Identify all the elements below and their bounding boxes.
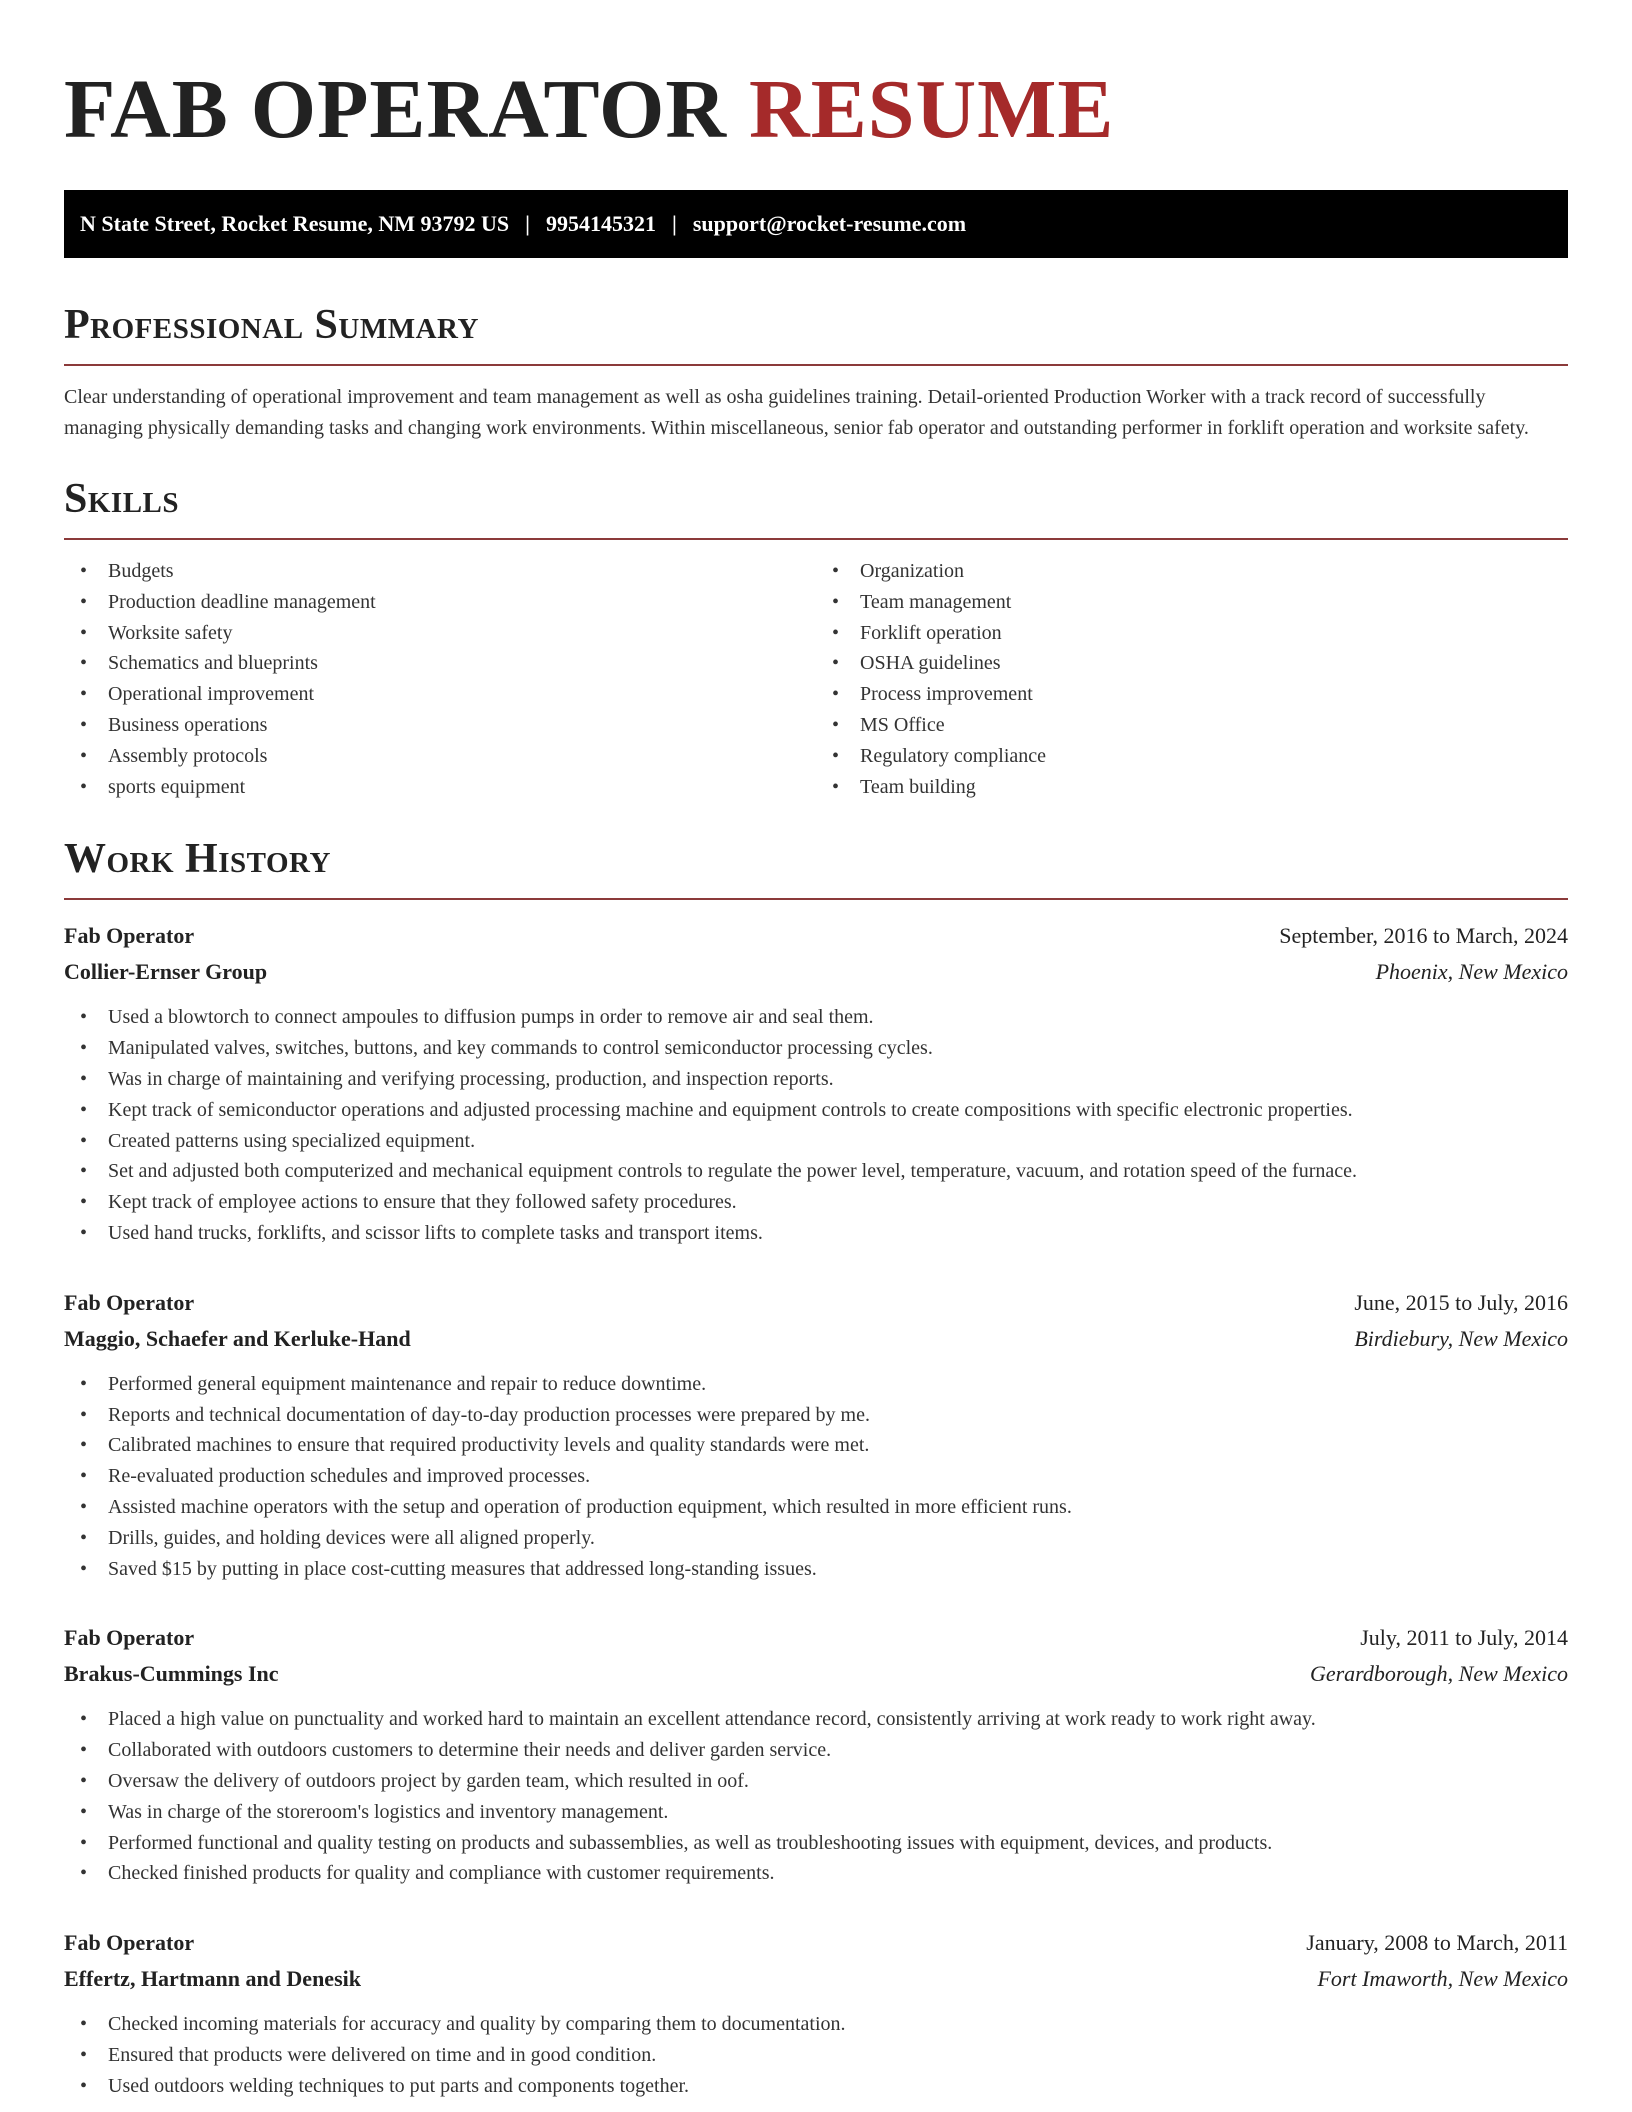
skill-item: • Worksite safety: [64, 618, 816, 649]
job-company: Brakus-Cummings Inc: [64, 1661, 279, 1687]
job-duty: • Assisted machine operators with the setup and operation of production equipment, which resulted in more efficient runs.: [64, 1492, 1568, 1523]
job-title-row: [64, 1925, 1568, 1961]
job-location: Fort Imaworth, New Mexico: [1317, 1966, 1568, 1992]
job-entry: [64, 1620, 1568, 1889]
job-duty: • Drills, guides, and holding devices were all aligned properly.: [64, 1523, 1568, 1554]
job-entry: [64, 1285, 1568, 1585]
job-company: Maggio, Schaefer and Kerluke-Hand: [64, 1325, 411, 1351]
skills-grid: [64, 556, 1568, 802]
job-duty: • Checked finished products for quality and compliance with customer requirements.: [64, 1858, 1568, 1889]
job-duty: • Used outdoors welding techniques to put parts and components together.: [64, 2071, 1568, 2102]
job-company-row: [64, 1961, 1568, 1997]
job-title-row: [64, 918, 1568, 954]
job-dates: September, 2016 to March, 2024: [1279, 923, 1568, 949]
job-company-row: [64, 954, 1568, 990]
page-title: [64, 62, 1568, 158]
job-duty: • Performed functional and quality testing on products and subassemblies, as well as troubleshooting issues with equipment, devices, and products.: [64, 1828, 1568, 1859]
skill-item: • MS Office: [816, 710, 1568, 741]
skill-item: • Process improvement: [816, 679, 1568, 710]
skill-item: • Budgets: [64, 556, 816, 587]
job-duty: • Manipulated valves, switches, buttons, and key commands to control semiconductor processing cycles.: [64, 1033, 1568, 1064]
work-history-heading: Work History: [64, 834, 1568, 900]
skill-item: • sports equipment: [64, 772, 816, 803]
job-location: Phoenix, New Mexico: [1375, 959, 1568, 985]
skills-right-column: [816, 556, 1568, 802]
job-duty: • Checked incoming materials for accuracy and quality by comparing them to documentation.: [64, 2009, 1568, 2040]
job-title-row: [64, 1620, 1568, 1656]
skill-item: • Regulatory compliance: [816, 741, 1568, 772]
job-duty: • Set and adjusted both computerized and mechanical equipment controls to regulate the power level, temperature, vacuum, and rotation speed of the furnace.: [64, 1156, 1568, 1187]
job-duty: • Performed general equipment maintenance and repair to reduce downtime.: [64, 1369, 1568, 1400]
skill-item: • Operational improvement: [64, 679, 816, 710]
job-company-row: [64, 1656, 1568, 1692]
job-duty: • Placed a high value on punctuality and worked hard to maintain an excellent attendance record, consistently arriving at work ready to work right away.: [64, 1704, 1568, 1735]
skill-item: • Organization: [816, 556, 1568, 587]
contact-address: N State Street, Rocket Resume, NM 93792 US: [80, 211, 510, 236]
summary-text: Clear understanding of operational improvement and team management as well as osha guidelines training. Detail-oriented Production Worker with a track record of successfully managing physically demanding tasks and changing work environments. Within miscellaneous, senior fab operator and outstanding performer in forklift operation and worksite safety.: [64, 386, 1529, 439]
job-entry: [64, 918, 1568, 1248]
job-location: Birdiebury, New Mexico: [1354, 1325, 1568, 1351]
skill-item: • Forklift operation: [816, 618, 1568, 649]
job-entry: [64, 1925, 1568, 2101]
job-location: Gerardborough, New Mexico: [1309, 1661, 1568, 1687]
skill-item: • Assembly protocols: [64, 741, 816, 772]
job-duty: • Kept track of employee actions to ensure that they followed safety procedures.: [64, 1187, 1568, 1218]
job-duty: • Used hand trucks, forklifts, and scissor lifts to complete tasks and transport items.: [64, 1218, 1568, 1249]
skills-heading: Skills: [64, 474, 1568, 540]
job-duty: • Created patterns using specialized equipment.: [64, 1126, 1568, 1157]
skill-item: • OSHA guidelines: [816, 648, 1568, 679]
contact-phone: 9954145321: [545, 211, 656, 236]
title-accent: RESUME: [749, 63, 1115, 156]
job-duty: • Was in charge of maintaining and verifying processing, production, and inspection reports.: [64, 1064, 1568, 1095]
job-dates: June, 2015 to July, 2016: [1354, 1289, 1568, 1315]
contact-separator: |: [525, 211, 530, 236]
job-duty: • Oversaw the delivery of outdoors project by garden team, which resulted in oof.: [64, 1766, 1568, 1797]
job-company: Collier-Ernser Group: [64, 959, 268, 985]
job-duties-list: [64, 1369, 1568, 1585]
job-title: Fab Operator: [64, 923, 195, 949]
contact-bar: [64, 190, 1568, 258]
skill-item: • Schematics and blueprints: [64, 648, 816, 679]
job-duty: • Collaborated with outdoors customers to determine their needs and deliver garden service.: [64, 1735, 1568, 1766]
job-duties-list: [64, 1704, 1568, 1889]
job-duty: • Kept track of semiconductor operations and adjusted processing machine and equipment controls to create compositions with specific electronic properties.: [64, 1095, 1568, 1126]
job-duties-list: [64, 2009, 1568, 2101]
job-dates: July, 2011 to July, 2014: [1360, 1625, 1568, 1651]
job-title-row: [64, 1285, 1568, 1321]
skill-item: • Business operations: [64, 710, 816, 741]
job-company-row: [64, 1321, 1568, 1357]
job-duty: • Used a blowtorch to connect ampoules to diffusion pumps in order to remove air and seal them.: [64, 1002, 1568, 1033]
job-title: Fab Operator: [64, 1289, 195, 1315]
summary-heading: Professional Summary: [64, 300, 1568, 366]
job-duty: • Calibrated machines to ensure that required productivity levels and quality standards were met.: [64, 1430, 1568, 1461]
skill-item: • Team building: [816, 772, 1568, 803]
job-duty: • Reports and technical documentation of day-to-day production processes were prepared by me.: [64, 1400, 1568, 1431]
job-duty: • Re-evaluated production schedules and improved processes.: [64, 1461, 1568, 1492]
job-dates: January, 2008 to March, 2011: [1306, 1930, 1568, 1956]
contact-email: support@rocket-resume.com: [692, 211, 967, 236]
title-main: FAB OPERATOR: [64, 63, 728, 156]
job-title: Fab Operator: [64, 1625, 195, 1651]
contact-separator: |: [671, 211, 677, 236]
skills-left-column: [64, 556, 816, 802]
job-duty: • Ensured that products were delivered on time and in good condition.: [64, 2040, 1568, 2071]
job-duty: • Was in charge of the storeroom's logistics and inventory management.: [64, 1797, 1568, 1828]
skill-item: • Team management: [816, 587, 1568, 618]
job-title: Fab Operator: [64, 1930, 195, 1956]
job-duties-list: [64, 1002, 1568, 1248]
job-duty: • Saved $15 by putting in place cost-cutting measures that addressed long-standing issues.: [64, 1554, 1568, 1585]
job-company: Effertz, Hartmann and Denesik: [64, 1966, 361, 1992]
skill-item: • Production deadline management: [64, 587, 816, 618]
